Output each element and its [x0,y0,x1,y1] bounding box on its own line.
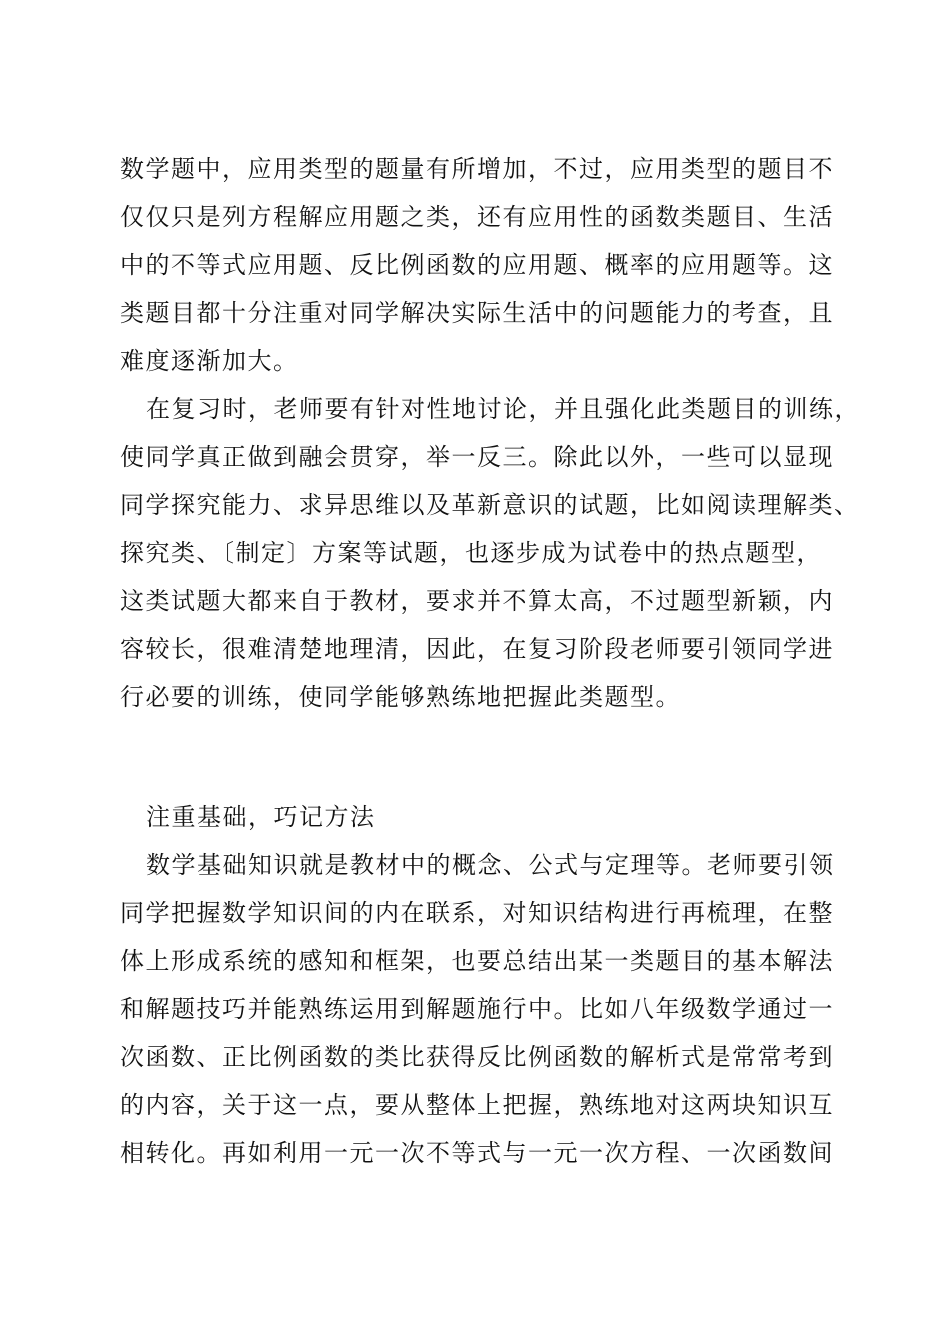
paragraph-line: 体上形成系统的感知和框架，也要总结出某一类题目的基本解法 [120,947,834,975]
paragraph-line: 数学基础知识就是教材中的概念、公式与定理等。老师要引领 [146,851,835,879]
paragraph-line: 难度逐渐加大。 [120,347,299,375]
paragraph-line: 在复习时，老师要有针对性地讨论，并且强化此类题目的训练， [146,395,860,423]
paragraph-line: 同学把握数学知识间的内在联系，对知识结构进行再梳理，在整 [120,899,834,927]
paragraph-applications [120,145,840,385]
paragraph-line: 相转化。再如利用一元一次不等式与一元一次方程、一次函数间 [120,1139,834,1167]
paragraph-line: 使同学真正做到融会贯穿，举一反三。除此以外，一些可以显现 [120,443,834,471]
paragraph-line: 类题目都十分注重对同学解决实际生活中的问题能力的考查，且 [120,299,834,327]
paragraph-line: 数学题中，应用类型的题量有所增加，不过，应用类型的题目不 [120,155,834,183]
paragraph-line: 同学探究能力、求异思维以及革新意识的试题，比如阅读理解类、 [120,491,860,519]
section-heading-text: 注重基础，巧记方法 [146,803,376,831]
paragraph-line: 探究类、〔制定〕方案等试题，也逐步成为试卷中的热点题型， [120,539,822,567]
paragraph-line: 容较长，很难清楚地理清，因此，在复习阶段老师要引领同学进 [120,635,834,663]
paragraph-line: 行必要的训练，使同学能够熟练地把握此类题型。 [120,683,681,711]
paragraph-review-training [120,385,860,721]
paragraph-line: 这类试题大都来自于教材，要求并不算太高，不过题型新颖，内 [120,587,834,615]
paragraph-line: 次函数、正比例函数的类比获得反比例函数的解析式是常常考到 [120,1043,834,1071]
paragraph-fundamentals [120,841,840,1177]
paragraph-line: 和解题技巧并能熟练运用到解题施行中。比如八年级数学通过一 [120,995,834,1023]
paragraph-line: 仅仅只是列方程解应用题之类，还有应用性的函数类题目、生活 [120,203,834,231]
paragraph-line: 中的不等式应用题、反比例函数的应用题、概率的应用题等。这 [120,251,834,279]
section-heading [120,793,840,841]
paragraph-line: 的内容，关于这一点，要从整体上把握，熟练地对这两块知识互 [120,1091,834,1119]
